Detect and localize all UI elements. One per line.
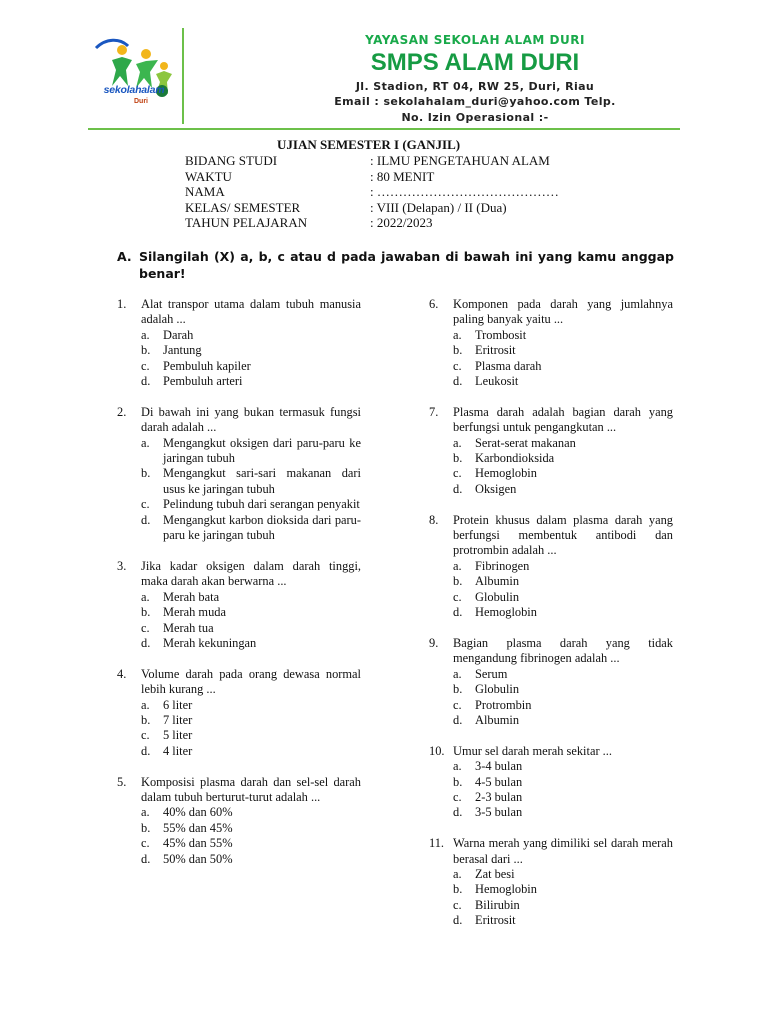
question-number: 8. <box>429 512 439 527</box>
info-label: NAMA <box>185 184 225 199</box>
question-text: Warna merah yang dimiliki sel darah merah berasal dari ... <box>453 836 673 866</box>
option-text: Hemoglobin <box>475 605 537 620</box>
section-instruction <box>117 248 674 282</box>
question-number: 6. <box>429 297 439 311</box>
option-text: Globulin <box>475 682 520 697</box>
license-number: No. Izin Operasional :- <box>401 111 549 124</box>
question-item <box>429 636 673 728</box>
option-letter: b. <box>141 343 151 358</box>
questions-column-right <box>429 297 673 944</box>
answer-option[interactable] <box>429 374 673 389</box>
option-text: Pembuluh arteri <box>163 374 243 389</box>
option-letter: b. <box>453 682 463 697</box>
foundation-name: YAYASAN SEKOLAH ALAM DURI <box>365 33 585 47</box>
question-stem <box>117 667 361 698</box>
question-stem <box>117 297 361 328</box>
answer-option[interactable] <box>117 821 361 836</box>
option-letter: a. <box>453 666 462 681</box>
info-row-time <box>185 169 559 185</box>
info-label: KELAS/ SEMESTER <box>185 199 301 215</box>
option-text: Hemoglobin <box>475 882 537 897</box>
question-number: 2. <box>117 404 127 419</box>
school-logo <box>88 30 180 122</box>
question-text: Komposisi plasma darah dan sel-sel darah dalam tubuh berturut-turut adalah ... <box>141 774 361 804</box>
question-item <box>429 513 673 621</box>
answer-option[interactable] <box>117 852 361 867</box>
answer-option[interactable] <box>429 805 673 820</box>
option-letter: a. <box>453 435 462 450</box>
question-text: Umur sel darah merah sekitar ... <box>453 743 612 758</box>
option-text: Karbondioksida <box>475 451 555 466</box>
info-value: : ILMU PENGETAHUAN ALAM <box>370 153 550 168</box>
option-text: Leukosit <box>475 374 519 389</box>
option-text: 55% dan 45% <box>163 820 233 835</box>
option-letter: c. <box>141 620 150 635</box>
option-letter: d. <box>141 374 151 389</box>
option-text: 40% dan 60% <box>163 805 233 820</box>
option-letter: c. <box>453 358 462 373</box>
question-item <box>117 297 361 389</box>
question-number: 9. <box>429 635 439 650</box>
question-text: Volume darah pada orang dewasa normal lebih kurang ... <box>141 666 361 697</box>
header-divider <box>88 128 680 130</box>
info-value: : …………………………………… <box>370 184 559 199</box>
exam-title: UJIAN SEMESTER I (GANJIL) <box>277 137 461 152</box>
answer-option[interactable] <box>429 898 673 913</box>
answer-option[interactable] <box>117 328 361 343</box>
answer-option[interactable] <box>429 882 673 897</box>
option-text: Fibrinogen <box>475 558 530 573</box>
option-letter: a. <box>453 866 462 881</box>
answer-option[interactable] <box>429 913 673 928</box>
option-letter: c. <box>141 497 150 512</box>
question-item <box>429 297 673 389</box>
option-text: Albumin <box>475 574 520 589</box>
option-text: 50% dan 50% <box>163 851 233 866</box>
question-text: Komponen pada darah yang jumlahnya paling banyak yaitu ... <box>453 297 673 327</box>
question-stem <box>429 836 673 867</box>
answer-option[interactable] <box>117 359 361 374</box>
option-text: Albumin <box>475 712 520 727</box>
option-letter: a. <box>453 759 462 774</box>
option-letter: a. <box>453 558 462 573</box>
answer-option[interactable] <box>117 343 361 358</box>
option-text: 4 liter <box>163 743 193 758</box>
questions-column-left <box>117 297 361 882</box>
exam-info-table <box>185 153 559 231</box>
option-text: 2-3 bulan <box>475 789 523 804</box>
question-number: 4. <box>117 666 127 681</box>
option-letter: c. <box>453 589 462 604</box>
answer-option[interactable] <box>429 328 673 343</box>
option-text: 7 liter <box>163 712 193 727</box>
info-value: : 2022/2023 <box>370 215 433 230</box>
logo-figures-icon <box>88 30 180 122</box>
question-number: 1. <box>117 297 127 311</box>
answer-option[interactable] <box>117 805 361 820</box>
option-text: Serum <box>475 666 508 681</box>
option-letter: b. <box>141 605 151 620</box>
option-text: 4-5 bulan <box>475 774 523 789</box>
option-text: 5 liter <box>163 728 193 743</box>
logo-divider <box>182 28 184 124</box>
answer-option[interactable] <box>117 374 361 389</box>
option-letter: a. <box>141 327 150 342</box>
answer-option[interactable] <box>429 482 673 497</box>
info-label: BIDANG STUDI <box>185 153 278 168</box>
question-item <box>429 836 673 928</box>
option-letter: b. <box>453 343 463 358</box>
answer-option[interactable] <box>117 513 361 544</box>
option-letter: a. <box>141 697 150 712</box>
section-letter: A. <box>117 249 132 264</box>
logo-text: sekolahalam <box>103 84 165 96</box>
answer-option[interactable] <box>429 713 673 728</box>
option-letter: b. <box>141 466 151 481</box>
option-letter: a. <box>453 327 462 342</box>
option-text: Bilirubin <box>475 897 520 912</box>
school-address: Jl. Stadion, RT 04, RW 25, Duri, Riau <box>355 80 595 93</box>
answer-option[interactable] <box>429 775 673 790</box>
info-label: WAKTU <box>185 168 232 184</box>
school-name: SMPS ALAM DURI <box>370 49 580 76</box>
answer-option[interactable] <box>429 759 673 774</box>
option-letter: d. <box>141 743 151 758</box>
option-letter: a. <box>141 435 150 450</box>
logo-subtext: Duri <box>134 98 148 105</box>
option-letter: b. <box>453 451 463 466</box>
option-text: Merah kekuningan <box>163 635 257 650</box>
option-letter: d. <box>453 481 463 496</box>
option-letter: d. <box>141 635 151 650</box>
answer-option[interactable] <box>117 436 361 467</box>
question-stem <box>117 405 361 436</box>
option-text: Mengangkut sari-sari makanan dari usus ke jaringan tubuh <box>163 466 361 496</box>
answer-option[interactable] <box>429 466 673 481</box>
answer-option[interactable] <box>429 451 673 466</box>
answer-option[interactable] <box>429 790 673 805</box>
option-text: 6 liter <box>163 697 193 712</box>
option-letter: d. <box>453 712 463 727</box>
answer-option[interactable] <box>429 605 673 620</box>
option-letter: b. <box>453 574 463 589</box>
option-text: Eritrosit <box>475 343 516 358</box>
option-letter: b. <box>453 774 463 789</box>
info-row-year <box>185 215 559 231</box>
info-row-class <box>185 200 559 216</box>
section-text: Silangilah (X) a, b, c atau d pada jawaban di bawah ini yang kamu anggap benar! <box>139 249 674 281</box>
answer-option[interactable] <box>429 559 673 574</box>
answer-option[interactable] <box>429 590 673 605</box>
option-text: Merah tua <box>163 620 214 635</box>
option-text: Pembuluh kapiler <box>163 358 251 373</box>
question-text: Jika kadar oksigen dalam darah tinggi, maka darah akan berwarna ... <box>141 558 361 589</box>
info-row-name <box>185 184 559 200</box>
info-value: : 80 MENIT <box>370 168 435 184</box>
option-text: Globulin <box>475 589 520 604</box>
question-number: 5. <box>117 774 127 789</box>
option-letter: d. <box>453 913 463 928</box>
question-number: 11. <box>429 836 445 851</box>
option-letter: a. <box>141 805 150 820</box>
info-value: : VIII (Delapan) / II (Dua) <box>370 199 507 215</box>
answer-option[interactable] <box>117 466 361 497</box>
option-letter: c. <box>141 358 150 373</box>
answer-option[interactable] <box>429 574 673 589</box>
option-text: Plasma darah <box>475 358 542 373</box>
school-email: Email : sekolahalam_duri@yahoo.com Telp. <box>334 95 616 108</box>
answer-option[interactable] <box>429 682 673 697</box>
question-text: Di bawah ini yang bukan termasuk fungsi darah adalah ... <box>141 404 361 435</box>
option-text: Hemoglobin <box>475 466 537 481</box>
option-text: 3-4 bulan <box>475 759 523 774</box>
question-text: Plasma darah adalah bagian darah yang berfungsi untuk pengangkutan ... <box>453 404 673 435</box>
answer-option[interactable] <box>117 497 361 512</box>
question-item <box>117 405 361 544</box>
option-letter: c. <box>141 728 150 743</box>
option-text: Mengangkut karbon dioksida dari paru-paru ke jaringan tubuh <box>163 512 361 543</box>
option-text: Merah bata <box>163 589 220 604</box>
answer-option[interactable] <box>429 698 673 713</box>
answer-option[interactable] <box>429 667 673 682</box>
question-item <box>117 667 361 759</box>
question-item <box>117 775 361 867</box>
option-letter: d. <box>141 512 151 527</box>
option-letter: b. <box>141 712 151 727</box>
info-row-subject <box>185 153 559 169</box>
answer-option[interactable] <box>429 436 673 451</box>
answer-option[interactable] <box>117 744 361 759</box>
question-stem <box>429 297 673 328</box>
question-number: 3. <box>117 558 127 573</box>
answer-option[interactable] <box>429 359 673 374</box>
answer-option[interactable] <box>117 836 361 851</box>
option-text: Darah <box>163 327 194 342</box>
option-text: Trombosit <box>475 327 527 342</box>
option-text: Zat besi <box>475 866 515 881</box>
option-letter: d. <box>453 805 463 820</box>
option-text: Mengangkut oksigen dari paru-paru ke jaringan tubuh <box>163 435 361 466</box>
option-letter: c. <box>453 897 462 912</box>
question-item <box>117 559 361 651</box>
question-stem <box>117 559 361 590</box>
question-stem <box>429 744 673 759</box>
option-text: Protrombin <box>475 697 532 712</box>
option-letter: b. <box>141 820 151 835</box>
option-letter: c. <box>141 836 150 851</box>
option-text: Merah muda <box>163 605 226 620</box>
question-item <box>429 405 673 497</box>
question-number: 7. <box>429 404 439 419</box>
option-letter: d. <box>453 605 463 620</box>
option-letter: c. <box>453 789 462 804</box>
answer-option[interactable] <box>117 728 361 743</box>
question-stem <box>429 513 673 559</box>
answer-option[interactable] <box>429 343 673 358</box>
question-text: Alat transpor utama dalam tubuh manusia adalah ... <box>141 297 361 327</box>
question-stem <box>429 636 673 667</box>
option-letter: b. <box>453 882 463 897</box>
option-letter: c. <box>453 697 462 712</box>
question-number: 10. <box>429 743 445 758</box>
answer-option[interactable] <box>117 590 361 605</box>
option-text: Serat-serat makanan <box>475 435 576 450</box>
question-stem <box>429 405 673 436</box>
question-stem <box>117 775 361 806</box>
answer-option[interactable] <box>117 636 361 651</box>
answer-option[interactable] <box>117 698 361 713</box>
question-text: Protein khusus dalam plasma darah yang berfungsi membentuk antibodi dan protrombin adalah ... <box>453 512 673 558</box>
option-letter: a. <box>141 589 150 604</box>
answer-option[interactable] <box>117 621 361 636</box>
option-text: 3-5 bulan <box>475 805 523 820</box>
option-letter: d. <box>141 851 151 866</box>
answer-option[interactable] <box>429 867 673 882</box>
option-letter: c. <box>453 466 462 481</box>
option-text: Eritrosit <box>475 913 516 928</box>
option-text: 45% dan 55% <box>163 836 233 851</box>
option-text: Jantung <box>163 343 202 358</box>
question-item <box>429 744 673 821</box>
option-text: Oksigen <box>475 481 517 496</box>
info-label: TAHUN PELAJARAN <box>185 215 308 230</box>
option-text: Pelindung tubuh dari serangan penyakit <box>163 497 360 512</box>
option-letter: d. <box>453 374 463 389</box>
question-text: Bagian plasma darah yang tidak mengandung fibrinogen adalah ... <box>453 635 673 666</box>
answer-option[interactable] <box>117 605 361 620</box>
answer-option[interactable] <box>117 713 361 728</box>
